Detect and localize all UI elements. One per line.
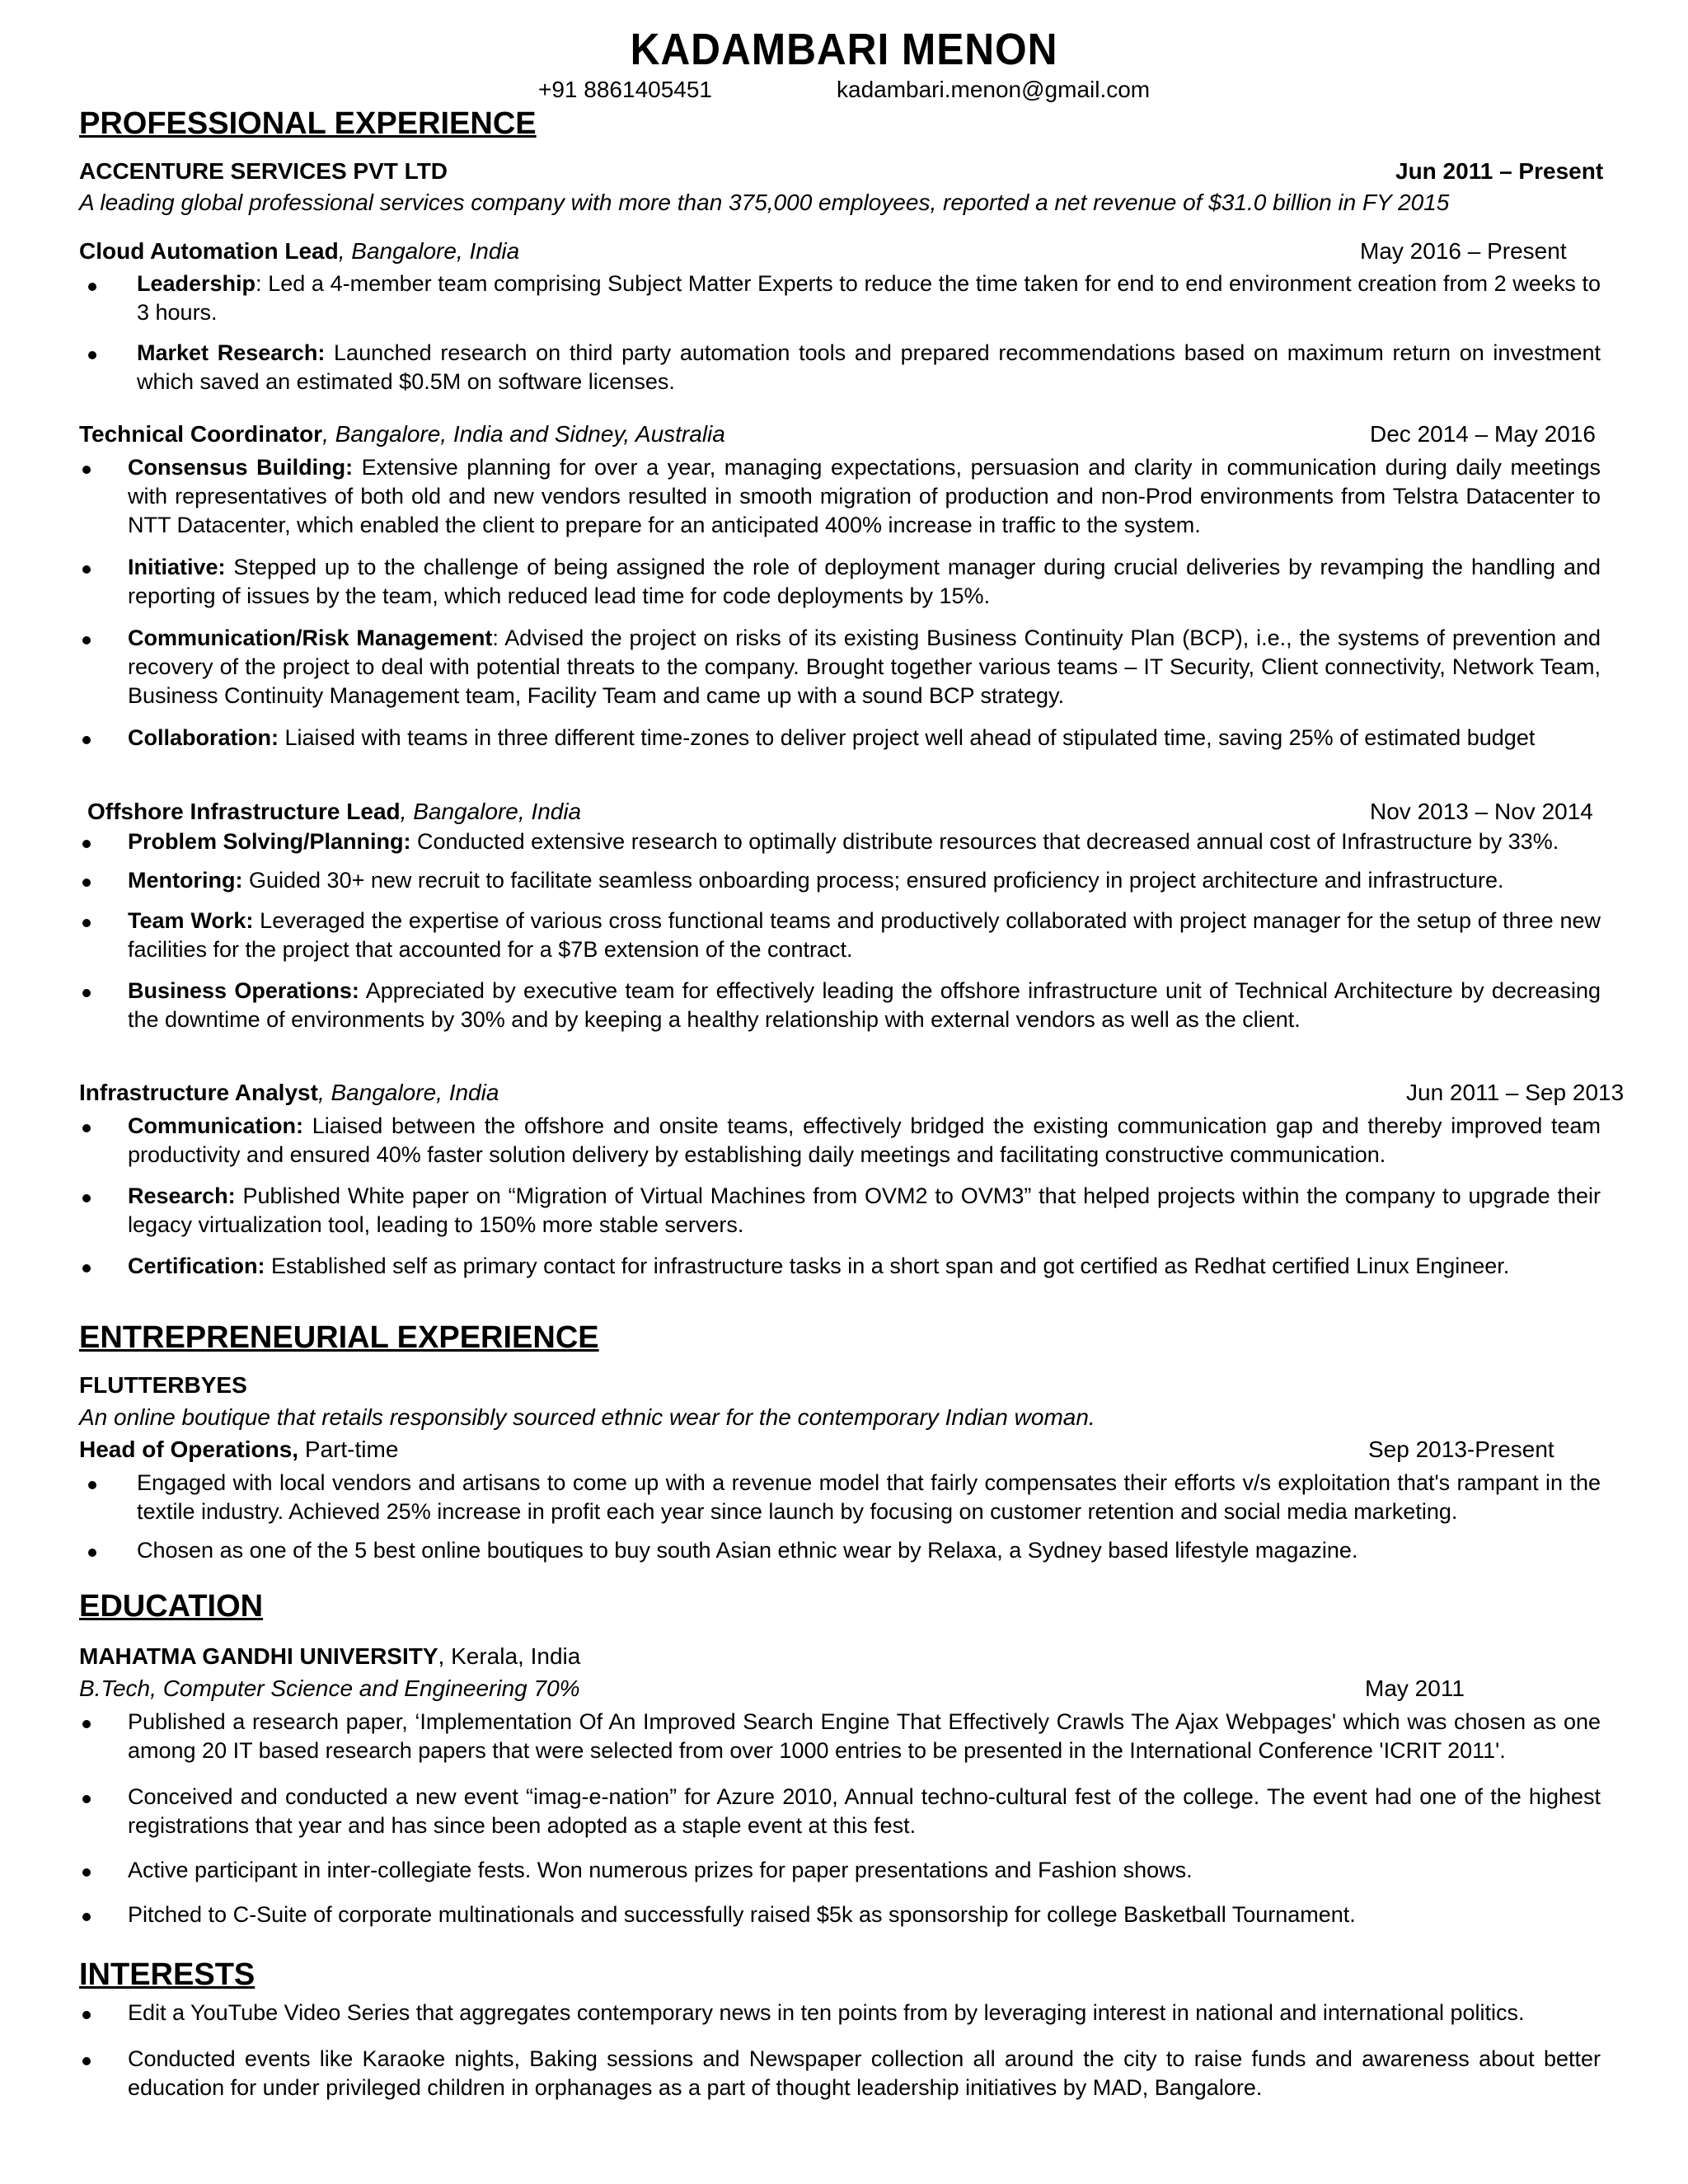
bullet-item — [128, 827, 1611, 856]
company-name: ACCENTURE SERVICES PVT LTD — [79, 158, 448, 184]
bullet-item — [128, 977, 1601, 1034]
bullet-label: Problem Solving/Planning: — [128, 829, 411, 854]
bullet-item — [137, 339, 1601, 396]
bullet-item — [128, 624, 1601, 710]
phone-number: +91 8861405451 — [538, 77, 712, 102]
bullet-text: Leveraged the expertise of various cross functional teams and productively collaborated with project manager for the setup of three new facilities for the project that accounted for a $7B extension of the contract. — [128, 908, 1601, 962]
school-name: MAHATMA GANDHI UNIVERSITY — [79, 1643, 438, 1669]
role-location: , Bangalore, India — [338, 238, 520, 264]
bullet-item: Conceived and conducted a new event “imag-e-nation” for Azure 2010, Annual techno-cultural fest of the college. The event had one of the highest registrations that year and has since been adopted as a staple event at this fest. — [128, 1784, 1601, 1838]
bullet-text: Extensive planning for over a year, managing expectations, persuasion and clarity in communication during daily meetings with representatives of both old and new vendors resulted in smooth migration of production and non-Prod environments from Telstra Datacenter to NTT Datacenter, which enabled the client to prepare for an anticipated 400% increase in traffic to the system. — [128, 455, 1601, 537]
company-description: An online boutique that retails responsibly sourced ethnic wear for the contemporary Indian woman. — [79, 1404, 1095, 1430]
bullet-text: Launched research on third party automation tools and prepared recommendations based on maximum return on investment which saved an estimated $0.5M on software licenses. — [137, 340, 1601, 394]
bullet-dot — [88, 283, 96, 291]
role-location: , Bangalore, India and Sidney, Australia — [322, 421, 725, 447]
company-description: A leading global professional services company with more than 375,000 employees, reported a net revenue of $31.0 billion in FY 2015 — [79, 190, 1450, 215]
bullet-dot — [82, 1264, 91, 1272]
bullet-item: Active participant in inter-collegiate fests. Won numerous prizes for paper presentations and Fashion shows. — [128, 1858, 1193, 1882]
bullet-text: Published White paper on “Migration of Virtual Machines from OVM2 to OVM3” that helped projects within the company to upgrade their legacy virtualization tool, leading to 150% more stable servers. — [128, 1183, 1601, 1237]
bullet-item — [128, 907, 1601, 964]
bullet-text: Appreciated by executive team for effectively leading the offshore infrastructure unit of Technical Architecture by decreasing the downtime of environments by 30% and by keeping a healthy relationship with external vendors as well as the client. — [128, 978, 1601, 1032]
bullet-dot — [82, 565, 91, 574]
bullet-dot — [82, 1720, 91, 1728]
candidate-name: KADAMBARI MENON — [630, 25, 1058, 74]
bullet-item: Conducted events like Karaoke nights, Baking sessions and Newspaper collection all around the city to raise funds and awareness about better education for under privileged children in orphanages as a part of thought leadership initiatives by MAD, Bangalore. — [128, 2046, 1601, 2100]
bullet-label: Collaboration: — [128, 725, 279, 750]
bullet-dot — [82, 2057, 91, 2065]
bullet-item — [128, 553, 1601, 611]
role-title: Head of Operations, — [79, 1436, 299, 1462]
degree: B.Tech, Computer Science and Engineering 70% — [79, 1675, 580, 1701]
bullet-item — [128, 1112, 1601, 1169]
bullet-dot — [82, 636, 91, 644]
bullet-item: Edit a YouTube Video Series that aggregates contemporary news in ten points from by leveraging interest in national and international politics. — [128, 2000, 1525, 2025]
bullet-item: Engaged with local vendors and artisans to come up with a revenue model that fairly compensates their efforts v/s exploitation that's rampant in the textile industry. Achieved 25% increase in profit each year since launch by focusing on customer retention and social media marketing. — [137, 1470, 1601, 1524]
bullet-text: Liaised between the offshore and onsite teams, effectively bridged the existing communication gap and thereby improved team productivity and ensured 40% faster solution delivery by establishing daily meetings and facilitating constructive communication. — [128, 1113, 1601, 1167]
school-line — [79, 1643, 580, 1671]
bullet-label: Initiative: — [128, 555, 226, 579]
company-dates: Jun 2011 – Present — [1395, 158, 1604, 184]
bullet-dot — [82, 2011, 91, 2019]
bullet-item — [128, 866, 1611, 895]
bullet-dot — [88, 351, 96, 359]
bullet-dot — [82, 466, 91, 474]
role-location: , Bangalore, India — [400, 799, 582, 824]
role-type: Part-time — [298, 1436, 399, 1462]
bullet-label: Communication: — [128, 1113, 303, 1138]
role-title: Technical Coordinator — [79, 421, 323, 447]
bullet-label: Mentoring: — [128, 868, 243, 893]
role-location: , Bangalore, India — [317, 1080, 499, 1105]
bullet-text: Conducted extensive research to optimally distribute resources that decreased annual cost of Infrastructure by 33%. — [410, 829, 1559, 854]
bullet-label: Business Operations: — [128, 978, 359, 1003]
role-dates: May 2016 – Present — [1360, 238, 1567, 264]
role-dates: Sep 2013-Present — [1368, 1436, 1554, 1462]
graduation-date: May 2011 — [1365, 1675, 1465, 1701]
bullet-dot — [82, 879, 91, 887]
section-heading-education: EDUCATION — [79, 1589, 264, 1624]
bullet-item — [128, 453, 1601, 540]
email-address: kadambari.menon@gmail.com — [837, 77, 1151, 102]
role-dates: Dec 2014 – May 2016 — [1370, 421, 1596, 447]
bullet-dot — [88, 1481, 96, 1489]
section-heading-interests: INTERESTS — [79, 1957, 256, 1992]
role-dates: Jun 2011 – Sep 2013 — [1406, 1080, 1625, 1105]
role-title: Offshore Infrastructure Lead — [87, 799, 401, 824]
bullet-text: : Led a 4-member team comprising Subject Matter Experts to reduce the time taken for end to end environment creation from 2 weeks to 3 hours. — [137, 271, 1601, 325]
bullet-text: Established self as primary contact for infrastructure tasks in a short span and got certified as Redhat certified Linux Engineer. — [265, 1254, 1510, 1278]
bullet-dot — [82, 919, 91, 927]
role-title-line — [79, 1079, 499, 1107]
role-title: Cloud Automation Lead — [79, 238, 339, 264]
bullet-label: Communication/Risk Management — [128, 626, 493, 650]
bullet-text: Stepped up to the challenge of being assigned the role of deployment manager during crucial deliveries by revamping the handling and reporting of issues by the team, which reduced lead time for code deployments by 15%. — [128, 555, 1601, 608]
bullet-item: Chosen as one of the 5 best online boutiques to buy south Asian ethnic wear by Relaxa, a Sydney based lifestyle magazine. — [137, 1538, 1358, 1563]
role-dates: Nov 2013 – Nov 2014 — [1370, 799, 1593, 824]
bullet-dot — [82, 1194, 91, 1202]
bullet-text: Liaised with teams in three different time-zones to deliver project well ahead of stipulated time, saving 25% of estimated budget — [279, 725, 1536, 750]
bullet-text: Guided 30+ new recruit to facilitate seamless onboarding process; ensured proficiency in project architecture and infrastructure. — [242, 868, 1504, 893]
bullet-dot — [82, 1795, 91, 1803]
bullet-label: Research: — [128, 1183, 236, 1208]
bullet-label: Market Research: — [137, 340, 326, 365]
bullet-item — [137, 269, 1601, 327]
bullet-dot — [82, 1868, 91, 1877]
role-title-line — [79, 420, 725, 448]
bullet-dot — [82, 736, 91, 744]
bullet-label: Consensus Building: — [128, 455, 354, 480]
section-heading-entrepreneurial: ENTREPRENEURIAL EXPERIENCE — [79, 1320, 599, 1355]
bullet-item — [128, 1252, 1601, 1281]
role-title-line — [79, 237, 519, 265]
school-location: , Kerala, India — [438, 1643, 581, 1669]
bullet-label: Leadership — [137, 271, 256, 296]
bullet-item — [128, 724, 1601, 752]
bullet-dot — [88, 1549, 96, 1557]
bullet-label: Certification: — [128, 1254, 265, 1278]
company-name: FLUTTERBYES — [79, 1372, 247, 1398]
role-title: Infrastructure Analyst — [79, 1080, 318, 1105]
role-title-line — [87, 798, 581, 826]
bullet-item: Published a research paper, ‘Implementation Of An Improved Search Engine That Effectively Crawls The Ajax Webpages' which was chosen as one among 20 IT based research papers that were selected from over 1000 entries to be presented in the International Conference 'ICRIT 2011'. — [128, 1709, 1601, 1763]
bullet-dot — [82, 1124, 91, 1132]
bullet-label: Team Work: — [128, 908, 254, 933]
bullet-dot — [82, 989, 91, 997]
bullet-item — [128, 1182, 1601, 1240]
bullet-dot — [82, 840, 91, 848]
bullet-text: : Advised the project on risks of its existing Business Continuity Plan (BCP), i.e., the systems of prevention and recovery of the project to deal with potential threats to the company. Brought together various teams – IT Security, Client connectivity, Network Team, Business Continuity Management team, Facility Team and came up with a sound BCP strategy. — [128, 626, 1601, 708]
bullet-dot — [82, 1913, 91, 1921]
role-title-line — [79, 1436, 398, 1464]
bullet-item: Pitched to C-Suite of corporate multinationals and successfully raised $5k as sponsorship for college Basketball Tournament. — [128, 1902, 1356, 1927]
section-heading-professional: PROFESSIONAL EXPERIENCE — [79, 106, 537, 141]
